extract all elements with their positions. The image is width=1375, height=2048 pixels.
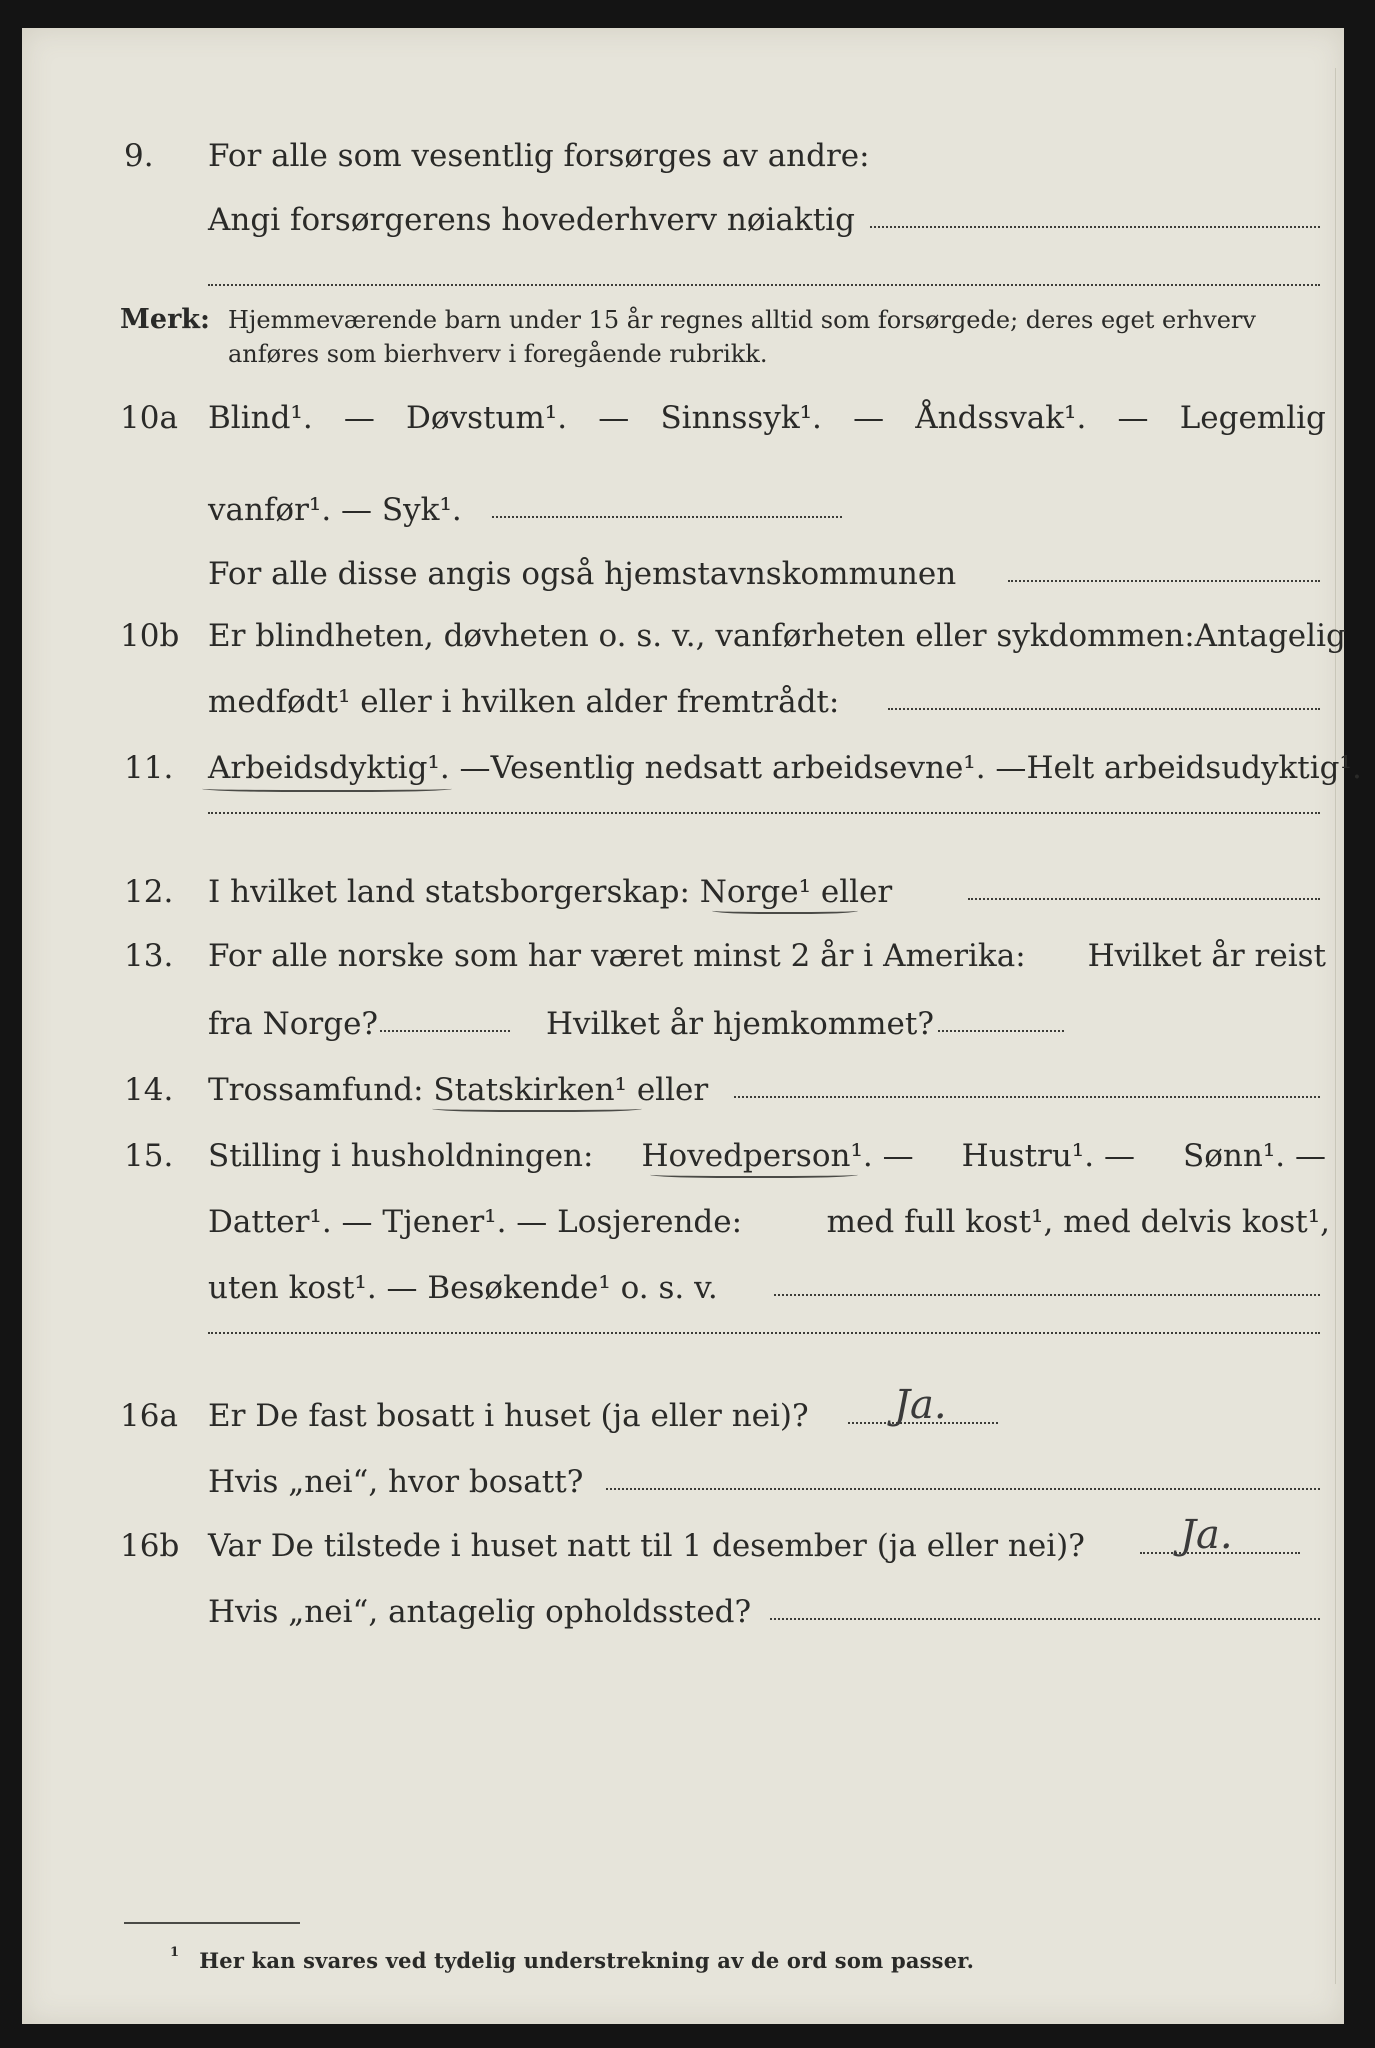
q16a-handwritten-answer: Ja. [894,1382,947,1428]
q16a-line2 [22,1458,1344,1506]
q11-opt-arbeidsdyktig[interactable]: Arbeidsdyktig¹. — [208,750,491,786]
q10b-row [22,612,1344,660]
q15-line3 [22,1264,1344,1312]
q15-answer-line[interactable] [208,1332,1320,1334]
q10b-answer-field[interactable] [888,708,1320,710]
q14-row [22,1066,1344,1114]
q10a-row [22,394,1344,442]
q10a-text2: vanfør¹. — Syk¹. [208,492,462,528]
q14-answer-field[interactable] [734,1096,1320,1098]
q12-handwritten-underline [712,906,858,914]
q11-number: 11. [124,750,174,786]
q10b-text-main: Er blindheten, døvheten o. s. v., vanførheten eller sykdommen: [208,618,1195,654]
q10a-text [208,394,1326,442]
q16a-row [22,1392,1344,1440]
q16a-text: Er De fast bosatt i huset (ja eller nei)? [208,1398,809,1434]
note-label: Merk: [120,304,210,335]
q9-answer-line[interactable] [208,284,1320,286]
q15-answer-field[interactable] [774,1294,1320,1296]
q10a-answer-field[interactable] [492,516,842,518]
q13-text2b: Hvilket år hjemkommet? [546,1006,934,1042]
q15-text3: uten kost¹. — Besøkende¹ o. s. v. [208,1270,718,1306]
footnote [170,1945,975,1973]
q9-line2 [22,196,1344,244]
q14-number: 14. [124,1072,174,1108]
q16b-text2: Hvis „nei“, antagelig opholdssted? [208,1594,752,1630]
q10a-opt-legemlig[interactable]: Legemlig [1179,400,1326,436]
q12-row [22,868,1344,916]
q10a-line3 [22,550,1344,598]
q10a-opt-blind[interactable]: Blind¹. [208,400,313,436]
q15-text2 [208,1198,1330,1246]
q15-opt-sonn[interactable]: Sønn¹. — [1183,1138,1326,1174]
q15-opt-hovedperson[interactable]: Hovedperson¹. — [641,1138,914,1174]
q13-line2 [22,1000,1344,1048]
q15-label: Stilling i husholdningen: [208,1138,594,1174]
q10b-line2 [22,678,1344,726]
q12-text: I hvilket land statsborgerskap: Norge¹ eller [208,874,893,910]
q10a-opt-sinnssyk[interactable]: Sinnssyk¹. [660,400,822,436]
q10a-opt-andssvak[interactable]: Åndssvak¹. [915,400,1087,436]
note-text-1: Hjemmeværende barn under 15 år regnes alltid som forsørgede; deres eget erhverv [228,306,1256,334]
q13-text-b: Hvilket år reist [1087,938,1326,974]
q15-line2-b: med full kost¹, med delvis kost¹, [826,1204,1330,1240]
q13-text-a: For alle norske som har været minst 2 år i Amerika: [208,938,1026,974]
note-text-2: anføres som bierhverv i foregående rubrikk. [228,340,768,368]
q10a-sep3: — [853,400,885,436]
q11-answer-line[interactable] [208,812,1320,814]
q9-number: 9. [124,138,154,174]
q16b-line2 [22,1588,1344,1636]
q11-handwritten-underline [202,784,452,792]
q10a-sep4: — [1117,400,1149,436]
footnote-rule [124,1922,300,1924]
q13-reist-field[interactable] [380,1030,510,1032]
q10a-opt-dovstum[interactable]: Døvstum¹. [406,400,568,436]
q15-number: 15. [124,1138,174,1174]
q10b-text [208,612,1346,660]
q11-opt-udyktig[interactable]: Helt arbeidsudyktig¹. [1026,750,1362,786]
q12-number: 12. [124,874,174,910]
q10b-text2: medfødt¹ eller i hvilken alder fremtrådt: [208,684,840,720]
q16b-number: 16b [120,1528,180,1564]
q16b-handwritten-answer: Ja. [1180,1512,1233,1558]
q9-answer-field[interactable] [870,226,1320,228]
q16a-text2: Hvis „nei“, hvor bosatt? [208,1464,584,1500]
q10a-number: 10a [120,400,178,436]
q14-text: Trossamfund: Statskirken¹ eller [208,1072,709,1108]
q9-row [22,132,1344,180]
q15-line2 [22,1198,1344,1246]
q10a-kommune-field[interactable] [1008,580,1320,582]
q16a-bosatt-field[interactable] [606,1488,1320,1490]
q16b-opphold-field[interactable] [770,1618,1320,1620]
q10a-line2 [22,486,1344,534]
q9-text: For alle som vesentlig forsørges av andre: [208,138,870,174]
q13-row [22,932,1344,980]
q15-line2-a: Datter¹. — Tjener¹. — Losjerende: [208,1204,743,1240]
q16b-row [22,1522,1344,1570]
q13-number: 13. [124,938,174,974]
q15-handwritten-underline [650,1170,858,1178]
q13-hjemkommet-field[interactable] [938,1030,1064,1032]
q10a-text3: For alle disse angis også hjemstavnskommunen [208,556,957,592]
q10a-sep2: — [598,400,630,436]
footnote-marker: 1 [170,1945,180,1960]
q13-text [208,932,1326,980]
q16b-text: Var De tilstede i huset natt til 1 desember (ja eller nei)? [208,1528,1085,1564]
footnote-text: Her kan svares ved tydelig understrekning av de ord som passer. [199,1948,975,1973]
q10b-opt-antagelig: Antagelig [1194,618,1346,654]
q9-text2: Angi forsørgerens hovederhverv nøiaktig [208,202,855,238]
q14-handwritten-underline [432,1104,642,1112]
q11-opt-nedsatt[interactable]: Vesentlig nedsatt arbeidsevne¹. — [490,750,1027,786]
q13-text2a: fra Norge? [208,1006,379,1042]
q10a-sep1: — [343,400,375,436]
q10b-number: 10b [120,618,180,654]
q15-opt-hustru[interactable]: Hustru¹. — [961,1138,1135,1174]
form-page [22,28,1362,2024]
q16a-number: 16a [120,1398,178,1434]
q12-answer-field[interactable] [968,898,1320,900]
